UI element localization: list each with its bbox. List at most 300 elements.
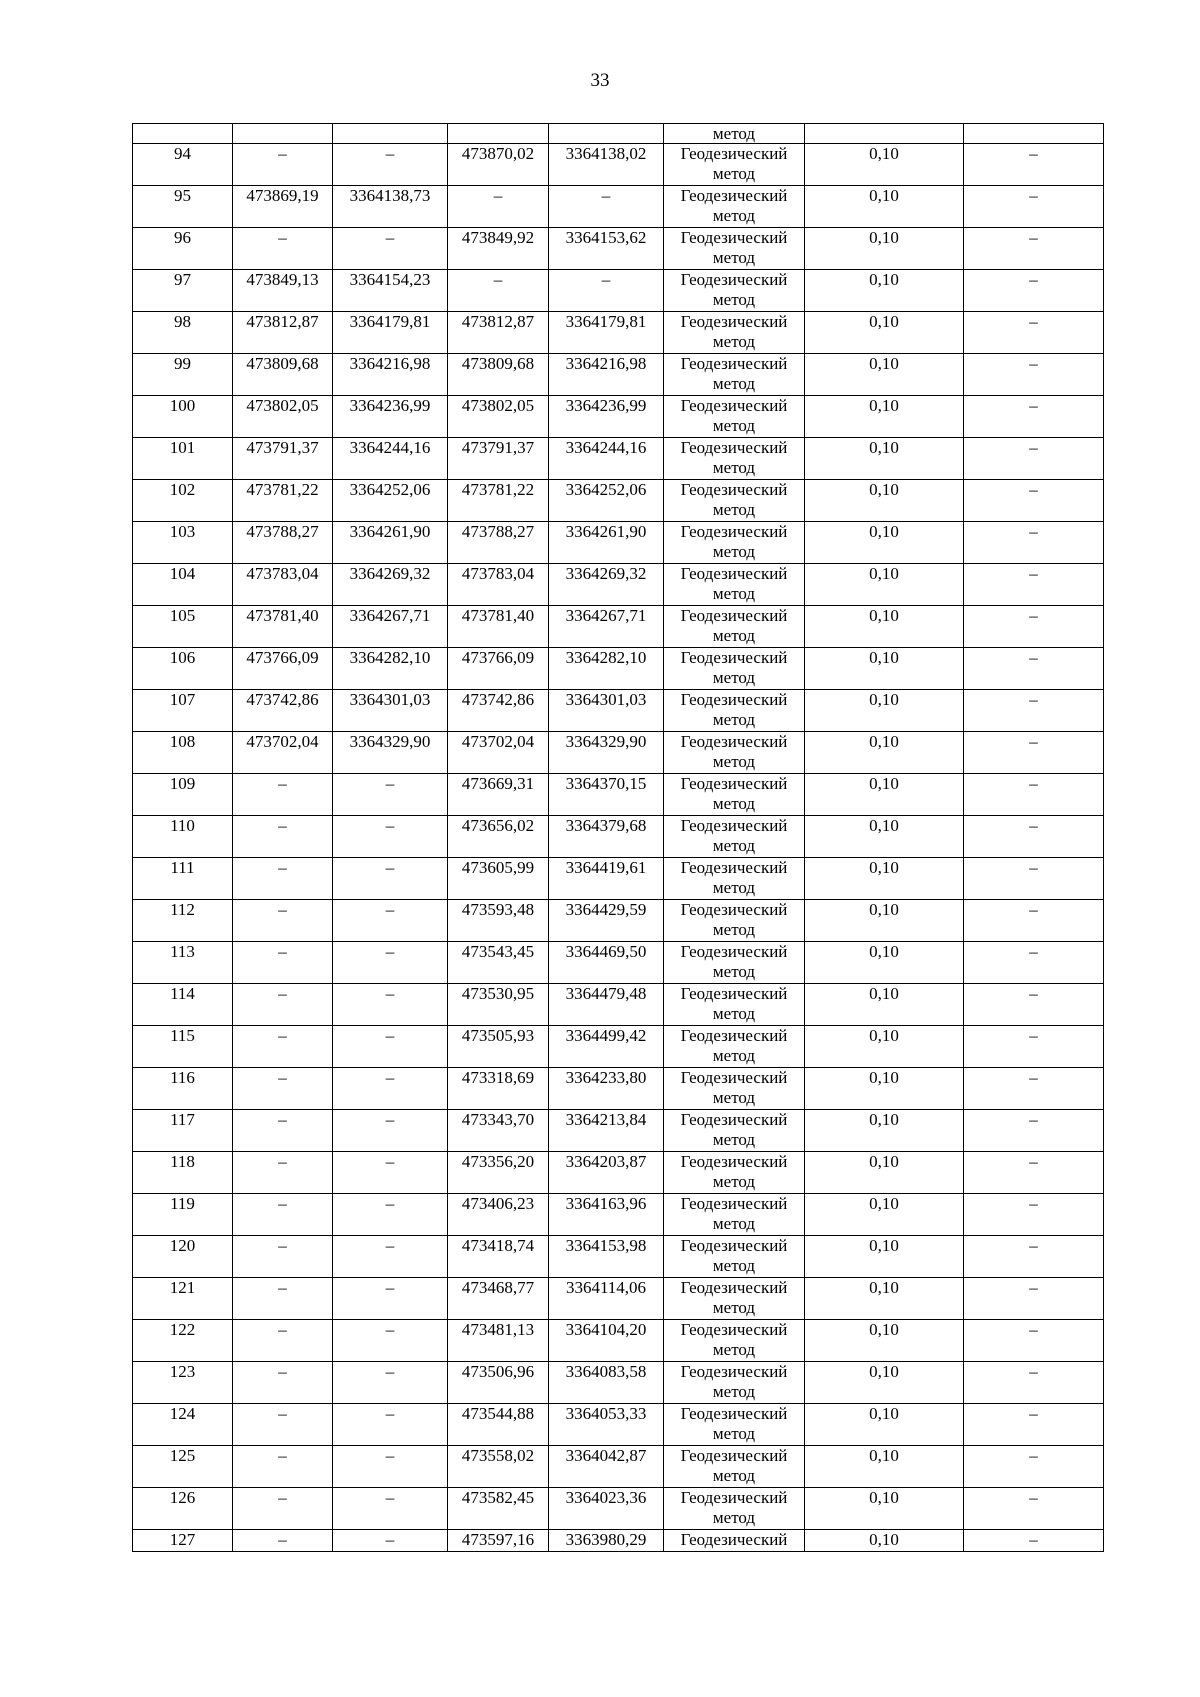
method-text-line2: метод xyxy=(712,248,756,267)
cell-x-refined: – xyxy=(448,270,549,312)
cell-y-refined: 3364469,50 xyxy=(549,942,664,984)
table-row xyxy=(133,858,1104,900)
cell-point-number: 96 xyxy=(133,228,233,270)
cell-x-refined: 473791,37 xyxy=(448,438,549,480)
cell-accuracy: 0,10 xyxy=(805,858,964,900)
table-row xyxy=(133,522,1104,564)
cell-point-number: 107 xyxy=(133,690,233,732)
cell-x-refined: 473702,04 xyxy=(448,732,549,774)
cell-point-number: 122 xyxy=(133,1320,233,1362)
cell-y-refined: 3364083,58 xyxy=(549,1362,664,1404)
cell-accuracy: 0,10 xyxy=(805,1026,964,1068)
cell-point-number: 112 xyxy=(133,900,233,942)
cell-x-refined: 473783,04 xyxy=(448,564,549,606)
cell-accuracy: 0,10 xyxy=(805,606,964,648)
table-row xyxy=(133,1488,1104,1530)
cell-y-existing: – xyxy=(333,942,448,984)
cell-y-existing: 3364282,10 xyxy=(333,648,448,690)
method-text: Геодезический xyxy=(680,648,788,667)
cell-method xyxy=(664,942,805,984)
cell-point-number: 114 xyxy=(133,984,233,1026)
cell-x-refined: 473870,02 xyxy=(448,144,549,186)
table-row xyxy=(133,774,1104,816)
cell-x-refined: 473582,45 xyxy=(448,1488,549,1530)
cell-x-existing xyxy=(233,124,333,144)
method-text-line2: метод xyxy=(712,710,756,729)
method-text: Геодезический xyxy=(680,270,788,289)
method-text-line2: метод xyxy=(712,542,756,561)
cell-point-number xyxy=(133,124,233,144)
cell-description: – xyxy=(964,1236,1104,1278)
method-text: Геодезический xyxy=(680,774,788,793)
cell-method xyxy=(664,606,805,648)
method-text-line2: метод xyxy=(712,752,756,771)
table-row xyxy=(133,312,1104,354)
cell-x-refined: 473418,74 xyxy=(448,1236,549,1278)
cell-x-existing: 473783,04 xyxy=(233,564,333,606)
method-text-line2: метод xyxy=(712,1424,756,1443)
cell-x-refined: 473656,02 xyxy=(448,816,549,858)
cell-description: – xyxy=(964,354,1104,396)
table-row xyxy=(133,1068,1104,1110)
method-text-line2: метод xyxy=(712,206,756,225)
cell-x-existing: 473849,13 xyxy=(233,270,333,312)
cell-description: – xyxy=(964,564,1104,606)
cell-accuracy xyxy=(805,124,964,144)
cell-x-refined: 473742,86 xyxy=(448,690,549,732)
cell-description: – xyxy=(964,396,1104,438)
cell-accuracy: 0,10 xyxy=(805,144,964,186)
cell-accuracy: 0,10 xyxy=(805,312,964,354)
cell-y-existing: 3364261,90 xyxy=(333,522,448,564)
method-text-line2: метод xyxy=(712,332,756,351)
cell-accuracy: 0,10 xyxy=(805,1404,964,1446)
cell-y-refined: 3364499,42 xyxy=(549,1026,664,1068)
table-row xyxy=(133,354,1104,396)
cell-y-existing: 3364301,03 xyxy=(333,690,448,732)
method-text-line2: метод xyxy=(712,1004,756,1023)
cell-x-existing: – xyxy=(233,1362,333,1404)
cell-description: – xyxy=(964,774,1104,816)
cell-y-existing: – xyxy=(333,1446,448,1488)
method-text: Геодезический xyxy=(680,1236,788,1255)
table-row xyxy=(133,732,1104,774)
cell-y-existing: – xyxy=(333,858,448,900)
cell-x-refined: 473481,13 xyxy=(448,1320,549,1362)
cell-y-existing: – xyxy=(333,1404,448,1446)
cell-x-existing: – xyxy=(233,816,333,858)
method-text-line2: метод xyxy=(712,920,756,939)
method-text: Геодезический xyxy=(680,480,788,499)
method-text-line2: метод xyxy=(712,1298,756,1317)
cell-x-existing: – xyxy=(233,942,333,984)
cell-point-number: 99 xyxy=(133,354,233,396)
cell-x-existing: – xyxy=(233,1110,333,1152)
cell-point-number: 109 xyxy=(133,774,233,816)
cell-y-existing: – xyxy=(333,1110,448,1152)
method-text: Геодезический xyxy=(680,1320,788,1339)
cell-x-refined: 473605,99 xyxy=(448,858,549,900)
cell-method xyxy=(664,1236,805,1278)
cell-point-number: 126 xyxy=(133,1488,233,1530)
cell-x-refined: 473597,16 xyxy=(448,1530,549,1552)
method-text: Геодезический xyxy=(680,228,788,247)
cell-y-existing: 3364154,23 xyxy=(333,270,448,312)
cell-x-refined: 473766,09 xyxy=(448,648,549,690)
table-row xyxy=(133,900,1104,942)
cell-y-existing: 3364138,73 xyxy=(333,186,448,228)
cell-y-existing: 3364244,16 xyxy=(333,438,448,480)
cell-y-refined: 3364267,71 xyxy=(549,606,664,648)
cell-y-existing: – xyxy=(333,1362,448,1404)
method-text: Геодезический xyxy=(680,144,788,163)
cell-point-number: 100 xyxy=(133,396,233,438)
method-text: Геодезический xyxy=(680,1068,788,1087)
cell-description: – xyxy=(964,690,1104,732)
cell-y-existing: – xyxy=(333,1278,448,1320)
cell-y-existing: – xyxy=(333,1488,448,1530)
cell-y-refined: 3364301,03 xyxy=(549,690,664,732)
table-row xyxy=(133,564,1104,606)
cell-description: – xyxy=(964,144,1104,186)
cell-accuracy: 0,10 xyxy=(805,984,964,1026)
table-row xyxy=(133,1236,1104,1278)
cell-x-existing: – xyxy=(233,858,333,900)
method-text: Геодезический xyxy=(680,522,788,541)
cell-point-number: 116 xyxy=(133,1068,233,1110)
cell-x-refined: 473406,23 xyxy=(448,1194,549,1236)
cell-method xyxy=(664,1362,805,1404)
cell-method xyxy=(664,690,805,732)
table-row xyxy=(133,480,1104,522)
cell-point-number: 127 xyxy=(133,1530,233,1552)
method-text-line2: метод xyxy=(712,1466,756,1485)
coordinates-table xyxy=(132,123,1104,1552)
cell-point-number: 111 xyxy=(133,858,233,900)
cell-x-refined: 473809,68 xyxy=(448,354,549,396)
cell-method xyxy=(664,354,805,396)
method-text-line2: метод xyxy=(712,1256,756,1275)
cell-accuracy: 0,10 xyxy=(805,228,964,270)
cell-accuracy: 0,10 xyxy=(805,1278,964,1320)
cell-y-refined: 3364163,96 xyxy=(549,1194,664,1236)
cell-x-existing: – xyxy=(233,144,333,186)
cell-x-refined: 473343,70 xyxy=(448,1110,549,1152)
method-text: Геодезический xyxy=(680,396,788,415)
cell-y-refined: 3364419,61 xyxy=(549,858,664,900)
cell-point-number: 125 xyxy=(133,1446,233,1488)
cell-description: – xyxy=(964,1026,1104,1068)
cell-accuracy: 0,10 xyxy=(805,480,964,522)
cell-x-refined: 473781,22 xyxy=(448,480,549,522)
cell-y-existing: 3364179,81 xyxy=(333,312,448,354)
method-text-line2: метод xyxy=(712,584,756,603)
cell-method xyxy=(664,1404,805,1446)
cell-description: – xyxy=(964,228,1104,270)
cell-method xyxy=(664,1068,805,1110)
cell-method xyxy=(664,816,805,858)
cell-x-existing: – xyxy=(233,1530,333,1552)
method-text: Геодезический xyxy=(680,900,788,919)
cell-method xyxy=(664,228,805,270)
cell-accuracy: 0,10 xyxy=(805,1530,964,1552)
cell-accuracy: 0,10 xyxy=(805,1446,964,1488)
cell-y-existing: 3364252,06 xyxy=(333,480,448,522)
table-row xyxy=(133,984,1104,1026)
cell-description: – xyxy=(964,438,1104,480)
cell-description: – xyxy=(964,1530,1104,1552)
cell-x-existing: – xyxy=(233,1404,333,1446)
table-row xyxy=(133,648,1104,690)
cell-method xyxy=(664,858,805,900)
method-text-line2: метод xyxy=(712,878,756,897)
cell-method xyxy=(664,774,805,816)
cell-x-refined: 473781,40 xyxy=(448,606,549,648)
cell-method xyxy=(664,312,805,354)
cell-y-refined: 3364479,48 xyxy=(549,984,664,1026)
method-text: Геодезический xyxy=(680,858,788,877)
cell-description: – xyxy=(964,648,1104,690)
cell-x-existing: 473812,87 xyxy=(233,312,333,354)
cell-y-existing xyxy=(333,124,448,144)
table-row xyxy=(133,690,1104,732)
cell-point-number: 108 xyxy=(133,732,233,774)
cell-y-refined: 3364429,59 xyxy=(549,900,664,942)
cell-x-existing: – xyxy=(233,1152,333,1194)
cell-accuracy: 0,10 xyxy=(805,942,964,984)
table-row xyxy=(133,1362,1104,1404)
table-body xyxy=(133,124,1104,1552)
cell-description: – xyxy=(964,1488,1104,1530)
cell-method xyxy=(664,396,805,438)
cell-x-refined: 473468,77 xyxy=(448,1278,549,1320)
cell-method xyxy=(664,648,805,690)
cell-y-existing: – xyxy=(333,1068,448,1110)
method-text-line2: метод xyxy=(712,1508,756,1527)
cell-x-refined: 473356,20 xyxy=(448,1152,549,1194)
table-row-continuation xyxy=(133,124,1104,144)
cell-y-refined: 3364261,90 xyxy=(549,522,664,564)
table-row xyxy=(133,144,1104,186)
method-text-line2: метод xyxy=(712,794,756,813)
method-text: Геодезический xyxy=(680,984,788,1003)
method-text: Геодезический xyxy=(680,438,788,457)
cell-description: – xyxy=(964,1278,1104,1320)
cell-description: – xyxy=(964,480,1104,522)
cell-x-refined: – xyxy=(448,186,549,228)
cell-point-number: 124 xyxy=(133,1404,233,1446)
table-row xyxy=(133,1110,1104,1152)
method-text-line2: метод xyxy=(712,962,756,981)
cell-y-existing: 3364267,71 xyxy=(333,606,448,648)
cell-accuracy: 0,10 xyxy=(805,186,964,228)
cell-accuracy: 0,10 xyxy=(805,396,964,438)
cell-y-existing: 3364236,99 xyxy=(333,396,448,438)
cell-y-refined: 3364329,90 xyxy=(549,732,664,774)
cell-method xyxy=(664,186,805,228)
cell-accuracy: 0,10 xyxy=(805,522,964,564)
cell-y-refined: 3363980,29 xyxy=(549,1530,664,1552)
cell-y-existing: – xyxy=(333,816,448,858)
method-text-line2: метод xyxy=(712,1340,756,1359)
cell-method xyxy=(664,984,805,1026)
table-row xyxy=(133,1446,1104,1488)
method-text-line2: метод xyxy=(712,1046,756,1065)
cell-description: – xyxy=(964,606,1104,648)
cell-x-refined xyxy=(448,124,549,144)
cell-x-existing: – xyxy=(233,1026,333,1068)
cell-point-number: 94 xyxy=(133,144,233,186)
table-row xyxy=(133,1152,1104,1194)
table-row xyxy=(133,270,1104,312)
cell-x-existing: – xyxy=(233,900,333,942)
cell-description: – xyxy=(964,1194,1104,1236)
cell-x-existing: – xyxy=(233,1278,333,1320)
cell-point-number: 105 xyxy=(133,606,233,648)
cell-y-refined: 3364042,87 xyxy=(549,1446,664,1488)
cell-point-number: 97 xyxy=(133,270,233,312)
method-text: Геодезический xyxy=(680,1278,788,1297)
cell-y-refined: 3364114,06 xyxy=(549,1278,664,1320)
cell-method: Геодезический xyxy=(664,1530,805,1552)
cell-point-number: 119 xyxy=(133,1194,233,1236)
cell-accuracy: 0,10 xyxy=(805,564,964,606)
method-text: Геодезический xyxy=(680,1194,788,1213)
cell-x-existing: 473766,09 xyxy=(233,648,333,690)
cell-accuracy: 0,10 xyxy=(805,1488,964,1530)
cell-method xyxy=(664,480,805,522)
cell-point-number: 101 xyxy=(133,438,233,480)
cell-description: – xyxy=(964,858,1104,900)
cell-y-refined: 3364216,98 xyxy=(549,354,664,396)
method-text-line2: метод xyxy=(712,374,756,393)
cell-description: – xyxy=(964,270,1104,312)
cell-y-refined: 3364213,84 xyxy=(549,1110,664,1152)
table-row xyxy=(133,1404,1104,1446)
cell-point-number: 106 xyxy=(133,648,233,690)
cell-description: – xyxy=(964,732,1104,774)
cell-method xyxy=(664,1194,805,1236)
cell-point-number: 120 xyxy=(133,1236,233,1278)
cell-x-refined: 473544,88 xyxy=(448,1404,549,1446)
cell-description: – xyxy=(964,1362,1104,1404)
cell-point-number: 98 xyxy=(133,312,233,354)
cell-x-existing: – xyxy=(233,1236,333,1278)
table-row xyxy=(133,1320,1104,1362)
cell-point-number: 102 xyxy=(133,480,233,522)
method-text: Геодезический xyxy=(680,312,788,331)
cell-description: – xyxy=(964,312,1104,354)
table-row xyxy=(133,228,1104,270)
cell-method xyxy=(664,900,805,942)
cell-x-existing: 473791,37 xyxy=(233,438,333,480)
method-text: Геодезический xyxy=(680,1152,788,1171)
cell-point-number: 115 xyxy=(133,1026,233,1068)
cell-x-existing: – xyxy=(233,984,333,1026)
method-text: Геодезический xyxy=(680,1026,788,1045)
cell-method xyxy=(664,1278,805,1320)
cell-description: – xyxy=(964,1404,1104,1446)
cell-y-existing: – xyxy=(333,774,448,816)
method-text-line2: метод xyxy=(712,836,756,855)
cell-y-refined: – xyxy=(549,186,664,228)
table-row xyxy=(133,1530,1104,1552)
cell-y-refined: 3364053,33 xyxy=(549,1404,664,1446)
cell-y-existing: – xyxy=(333,1320,448,1362)
cell-accuracy: 0,10 xyxy=(805,1152,964,1194)
cell-description: – xyxy=(964,186,1104,228)
cell-y-refined: 3364379,68 xyxy=(549,816,664,858)
method-text-line2: метод xyxy=(712,1130,756,1149)
cell-accuracy: 0,10 xyxy=(805,1362,964,1404)
cell-x-refined: 473788,27 xyxy=(448,522,549,564)
cell-method xyxy=(664,732,805,774)
cell-x-refined: 473849,92 xyxy=(448,228,549,270)
cell-x-existing: 473809,68 xyxy=(233,354,333,396)
cell-description: – xyxy=(964,1068,1104,1110)
table-row xyxy=(133,438,1104,480)
cell-accuracy: 0,10 xyxy=(805,1320,964,1362)
cell-y-existing: – xyxy=(333,144,448,186)
table-row xyxy=(133,1278,1104,1320)
cell-y-refined: 3364153,98 xyxy=(549,1236,664,1278)
cell-x-existing: – xyxy=(233,228,333,270)
cell-x-existing: 473788,27 xyxy=(233,522,333,564)
cell-point-number: 103 xyxy=(133,522,233,564)
cell-x-existing: 473781,22 xyxy=(233,480,333,522)
cell-y-refined: 3364153,62 xyxy=(549,228,664,270)
cell-accuracy: 0,10 xyxy=(805,1110,964,1152)
cell-y-existing: 3364216,98 xyxy=(333,354,448,396)
cell-y-existing: 3364269,32 xyxy=(333,564,448,606)
cell-accuracy: 0,10 xyxy=(805,438,964,480)
cell-point-number: 123 xyxy=(133,1362,233,1404)
cell-point-number: 113 xyxy=(133,942,233,984)
cell-x-refined: 473530,95 xyxy=(448,984,549,1026)
method-text: Геодезический xyxy=(680,186,788,205)
cell-x-existing: 473869,19 xyxy=(233,186,333,228)
method-text-line2: метод xyxy=(712,1172,756,1191)
cell-y-refined: 3364179,81 xyxy=(549,312,664,354)
cell-x-existing: – xyxy=(233,1488,333,1530)
cell-method xyxy=(664,438,805,480)
cell-y-refined: 3364138,02 xyxy=(549,144,664,186)
cell-y-refined: 3364269,32 xyxy=(549,564,664,606)
cell-y-existing: – xyxy=(333,1236,448,1278)
cell-x-existing: – xyxy=(233,1068,333,1110)
table-row xyxy=(133,396,1104,438)
cell-accuracy: 0,10 xyxy=(805,774,964,816)
cell-method xyxy=(664,1488,805,1530)
cell-y-existing: – xyxy=(333,1026,448,1068)
cell-x-existing: – xyxy=(233,1446,333,1488)
cell-x-existing: – xyxy=(233,774,333,816)
cell-x-refined: 473802,05 xyxy=(448,396,549,438)
table-row xyxy=(133,606,1104,648)
cell-method xyxy=(664,1446,805,1488)
method-text: Геодезический xyxy=(680,1110,788,1129)
cell-point-number: 117 xyxy=(133,1110,233,1152)
cell-method: метод xyxy=(664,124,805,144)
method-text-line2: метод xyxy=(712,1088,756,1107)
cell-description: – xyxy=(964,1110,1104,1152)
method-text-line2: метод xyxy=(712,1214,756,1233)
cell-point-number: 104 xyxy=(133,564,233,606)
cell-accuracy: 0,10 xyxy=(805,1068,964,1110)
cell-accuracy: 0,10 xyxy=(805,690,964,732)
cell-accuracy: 0,10 xyxy=(805,354,964,396)
cell-description: – xyxy=(964,1320,1104,1362)
